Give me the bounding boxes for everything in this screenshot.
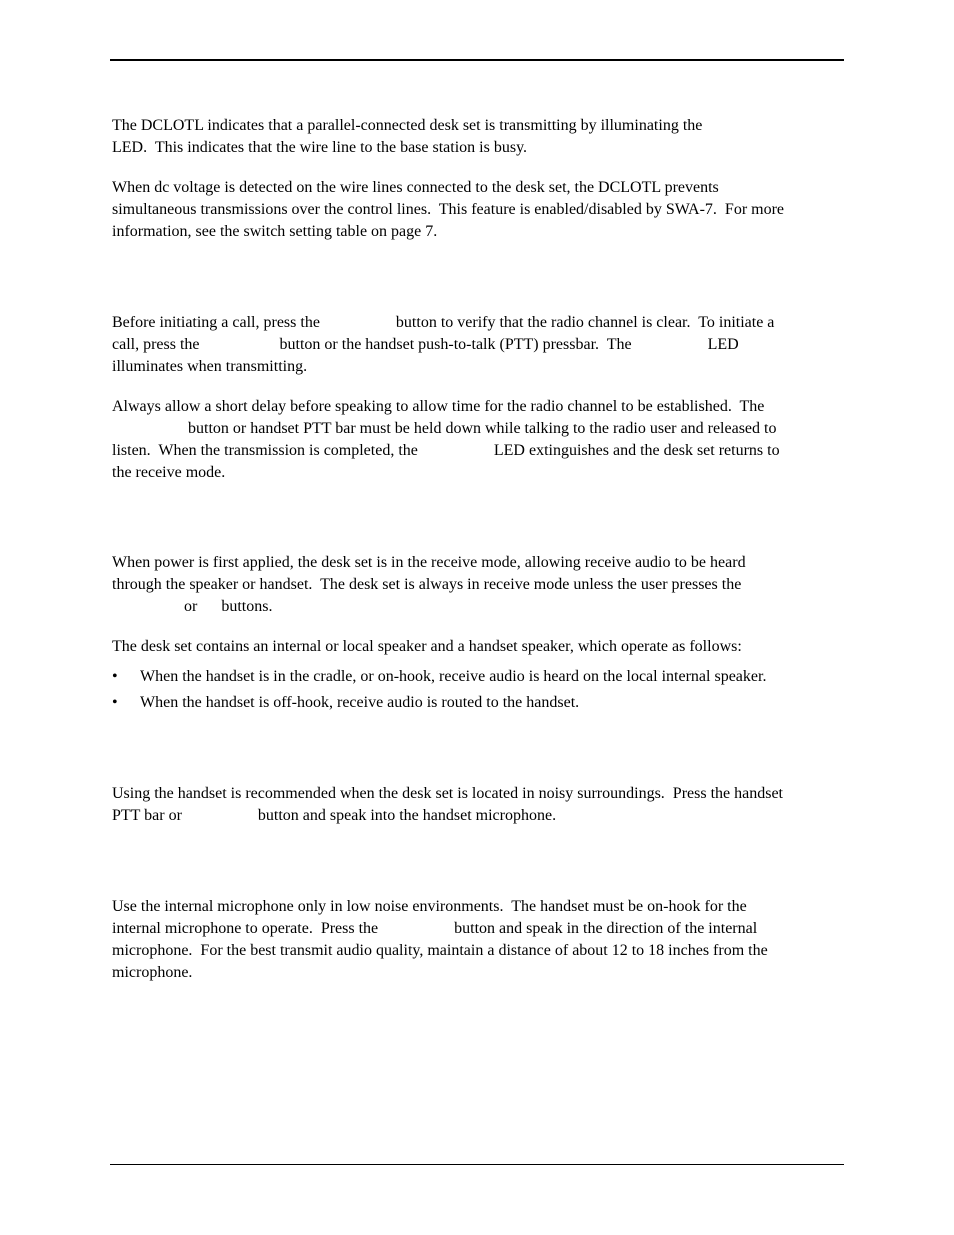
transmit-delay-paragraph (112, 396, 844, 484)
text-line: simultaneous transmissions over the control lines. This feature is enabled/disabled by SWA-7. For more (112, 201, 785, 218)
text-line: or buttons. (112, 598, 273, 615)
text-line: microphone. (112, 964, 193, 981)
text-line: call, press the button or the handset push-to-talk (PTT) pressbar. The LED (112, 336, 739, 353)
list-item-text: When the handset is off-hook, receive audio is routed to the handset. (140, 694, 580, 711)
text-line: Use the internal microphone only in low noise environments. The handset must be on-hook for the (112, 898, 747, 915)
speaker-intro-paragraph (112, 636, 844, 658)
bullet-icon: • (112, 668, 118, 685)
text-line: through the speaker or handset. The desk set is always in receive mode unless the user presses the (112, 576, 742, 593)
header-rule (110, 59, 844, 61)
busy-led-paragraph (112, 115, 844, 159)
receive-mode-paragraph (112, 552, 844, 618)
text-line: The DCLOTL indicates that a parallel-connected desk set is transmitting by illuminating the (112, 117, 703, 134)
handset-paragraph (112, 783, 844, 827)
text-line: The desk set contains an internal or local speaker and a handset speaker, which operate as follows: (112, 638, 742, 655)
text-line: PTT bar or button and speak into the handset microphone. (112, 807, 557, 824)
text-line: listen. When the transmission is completed, the LED extinguishes and the desk set returns to (112, 442, 780, 459)
text-line: Always allow a short delay before speaking to allow time for the radio channel to be established. The (112, 398, 765, 415)
list-item (112, 692, 844, 714)
text-line: illuminates when transmitting. (112, 358, 308, 375)
text-line: When dc voltage is detected on the wire lines connected to the desk set, the DCLOTL prevents (112, 179, 719, 196)
text-line: internal microphone to operate. Press the button and speak in the direction of the internal (112, 920, 758, 937)
text-line: When power is first applied, the desk set is in the receive mode, allowing receive audio to be heard (112, 554, 746, 571)
text-line: Before initiating a call, press the button to verify that the radio channel is clear. To initiate a (112, 314, 775, 331)
busy-lockout-paragraph (112, 177, 844, 243)
text-line: information, see the switch setting table on page 7. (112, 223, 438, 240)
internal-mic-paragraph (112, 896, 844, 984)
text-line: LED. This indicates that the wire line to the base station is busy. (112, 139, 528, 156)
transmit-initiate-paragraph (112, 312, 844, 378)
text-line: microphone. For the best transmit audio quality, maintain a distance of about 12 to 18 inches from the (112, 942, 768, 959)
footer-rule (110, 1164, 844, 1165)
bullet-icon: • (112, 694, 118, 711)
list-item (112, 666, 844, 688)
list-item-text: When the handset is in the cradle, or on-hook, receive audio is heard on the local internal speaker. (140, 668, 767, 685)
speaker-bullet-list (112, 666, 844, 718)
text-line: Using the handset is recommended when the desk set is located in noisy surroundings. Press the handset (112, 785, 783, 802)
text-line: button or handset PTT bar must be held down while talking to the radio user and released to (112, 420, 777, 437)
text-line: the receive mode. (112, 464, 226, 481)
